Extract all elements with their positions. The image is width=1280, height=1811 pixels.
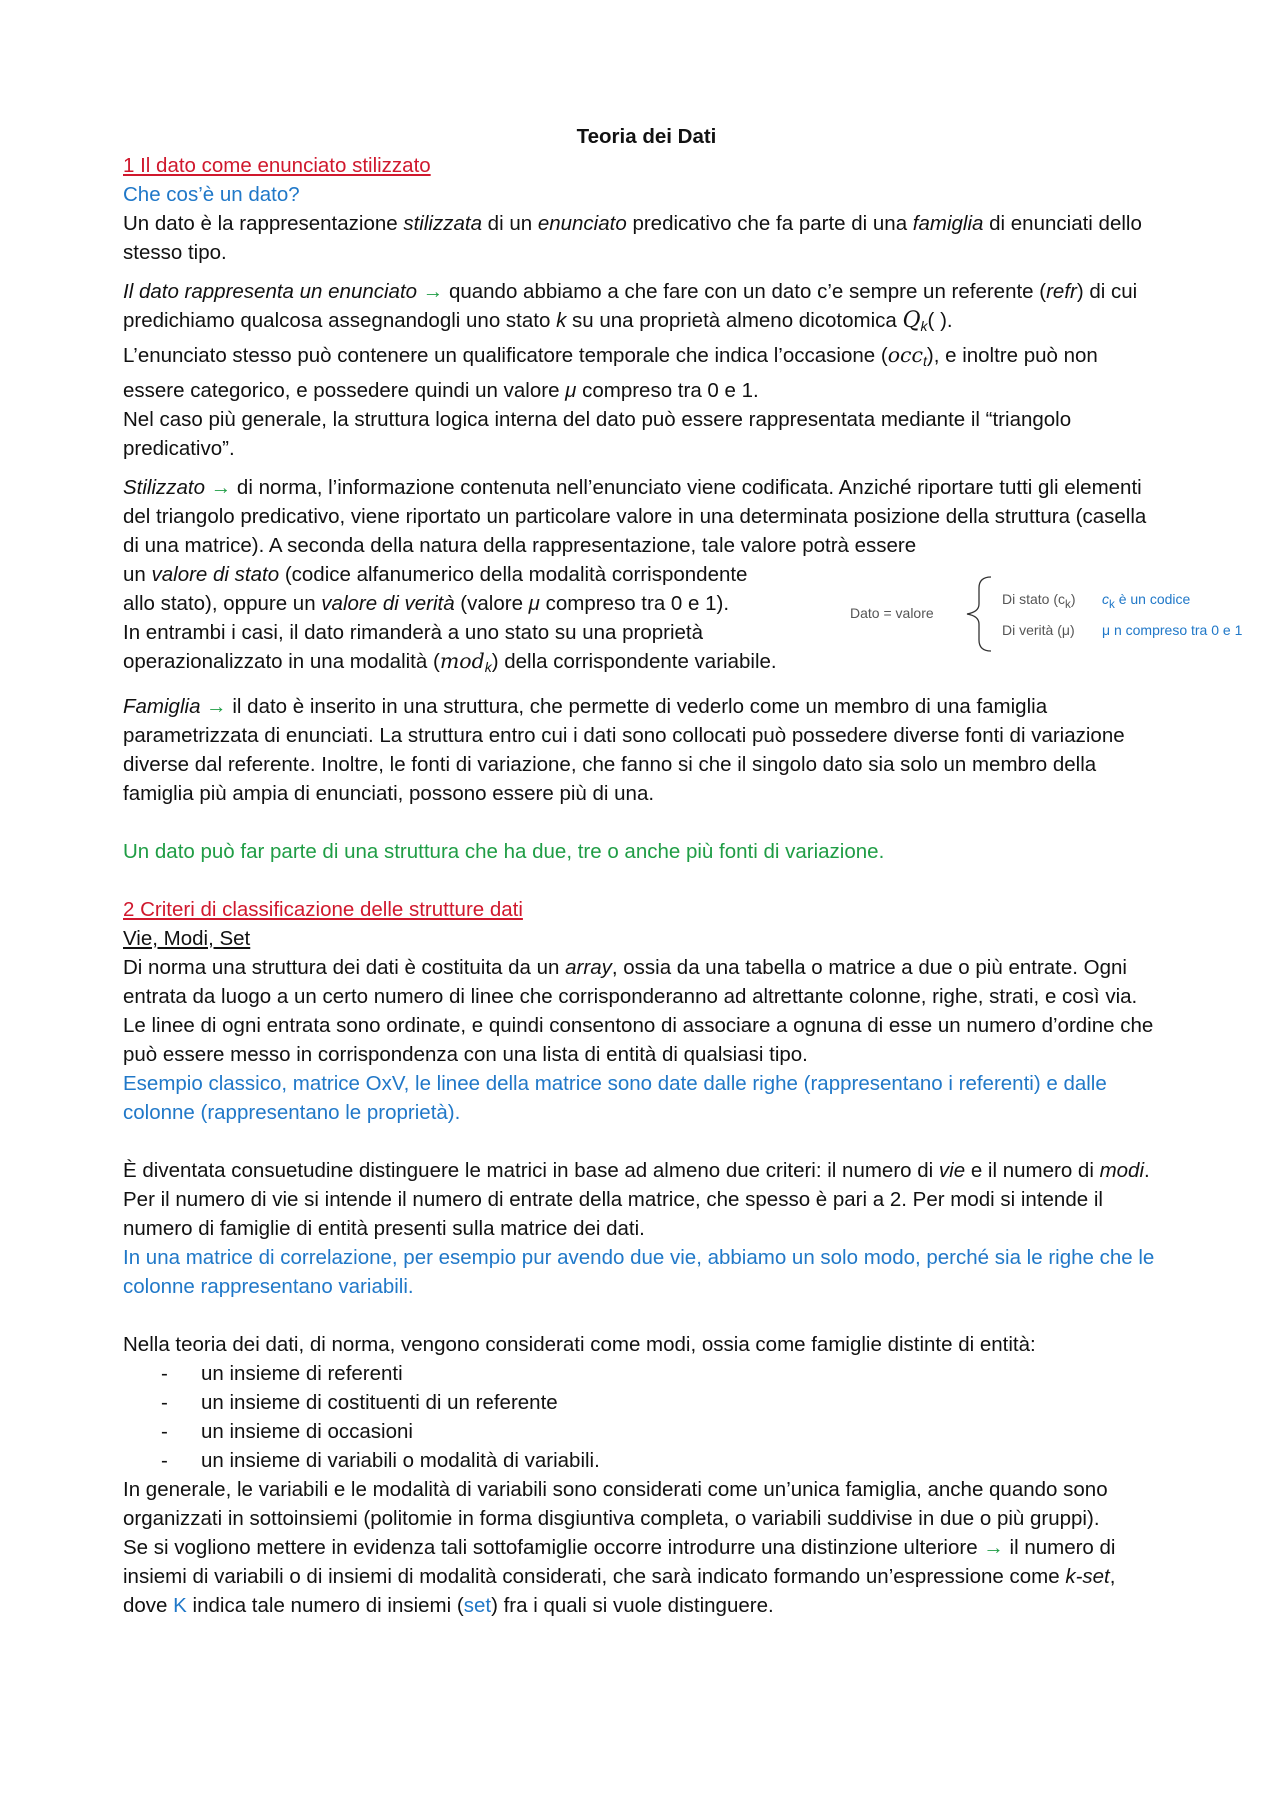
list-item: - un insieme di referenti xyxy=(161,1359,1162,1388)
section2-heading: 2 Criteri di classificazione delle strutture dati xyxy=(123,898,523,921)
stilizzato-line-3: allo stato), oppure un valore di verità (valore μ compreso tra 0 e 1). xyxy=(123,592,730,615)
brace-icon xyxy=(955,574,995,654)
famiglia-paragraph: Famiglia → il dato è inserito in una struttura, che permette di vederlo come un membro di una famiglia parametrizzata di enunciati. La struttura entro cui i dati sono collocati può possedere diverse fonti di variazione diverse dal referente. Inoltre, le fonti di variazione, che fanno si che il singolo dato sia solo un membro della famiglia più ampia di enunciati, possono essere più di una. xyxy=(123,695,1125,805)
diagram-note-codice: $c_k$ è un codice xyxy=(1102,591,1191,611)
arrow-icon: → xyxy=(206,695,227,718)
list-item: - un insieme di costituenti di un referente xyxy=(161,1388,1162,1417)
diagram-row-verita: Di verità (μ) xyxy=(1002,622,1075,638)
stilizzato-paragraph: Stilizzato → di norma, l’informazione contenuta nell’enunciato viene codificata. Anziché riportare tutti gli elementi del triangolo predicativo, viene riportato un particolare valore in una determinata posizione della struttura (casella di una matrice). A seconda della natura della rappresentazione, tale valore potrà essere xyxy=(123,476,1147,557)
array-paragraph: Di norma una struttura dei dati è costituita da un array, ossia da una tabella o matrice a due o più entrate. Ogni entrata da luogo a un certo numero di linee che corrisponderanno ad altrettante colonne, righe, strati, e così via. Le linee di ogni entrata sono ordinate, e quindi consentono di associare a ognuna di esse un numero d’ordine che può essere messo in corrispondenza con una lista di entità di qualsiasi tipo. xyxy=(123,956,1154,1066)
modi-intro: Nella teoria dei dati, di norma, vengono considerati come modi, ossia come famiglie distinte di entità: xyxy=(123,1333,1036,1356)
section1-question: Che cos’è un dato? xyxy=(123,183,300,206)
document-title: Teoria dei Dati xyxy=(576,125,717,148)
occasione-paragraph: L’enunciato stesso può contenere un qualificatore temporale che indica l’occasione (occ$_t$), e inoltre può non essere categorico, e possedere quindi un valore μ compreso tra 0 e 1. xyxy=(123,343,1098,402)
kset-paragraph: Se si vogliono mettere in evidenza tali sottofamiglie occorre introdurre una distinzione ulteriore → il numero di insiemi di variabili o di insiemi di modalità considerati, che sarà indicato formando un’espressione come k-set, dove K indica tale numero di insiemi (set) fra i quali si vuole distinguere. xyxy=(123,1536,1116,1617)
correlazione-example: In una matrice di correlazione, per esempio pur avendo due vie, abbiamo un solo modo, perché sia le righe che le colonne rappresentano variabili. xyxy=(123,1246,1155,1298)
section1-heading: 1 Il dato come enunciato stilizzato xyxy=(123,154,431,177)
list-item: - un insieme di occasioni xyxy=(161,1417,1162,1446)
triangolo-paragraph: Nel caso più generale, la struttura logica interna del dato può essere rappresentata mediante il “triangolo predicativo”. xyxy=(123,408,1072,460)
diagram-row-stato: Di stato $(c_k)$ xyxy=(1002,591,1076,611)
vie-modi-paragraph: È diventata consuetudine distinguere le matrici in base ad almeno due criteri: il numero di vie e il numero di modi. Per il numero di vie si intende il numero di entrate della matrice, che spesso è pari a 2. Per modi si intende il numero di famiglie di entità presenti sulla matrice dei dati. xyxy=(123,1159,1150,1240)
enunciato-paragraph: Il dato rappresenta un enunciato → quando abbiamo a che fare con un dato c’e sempre un referente (refr) di cui predichiamo qualcosa assegnandogli uno stato k su una proprietà almeno dicotomica $Q_k$( ). xyxy=(123,280,1138,334)
arrow-icon: → xyxy=(210,476,232,499)
list-item: - un insieme di variabili o modalità di variabili. xyxy=(161,1446,1162,1475)
arrow-icon: → xyxy=(422,280,444,303)
dato-valore-diagram xyxy=(850,574,1270,654)
green-note: Un dato può far parte di una struttura che ha due, tre o anche più fonti di variazione. xyxy=(123,840,885,863)
diagram-label: Dato = valore xyxy=(850,605,934,621)
stilizzato-line-5: operazionalizzato in una modalità (mod$_k$) della corrispondente variabile. xyxy=(123,649,777,675)
intro-paragraph: Un dato è la rappresentazione stilizzata di un enunciato predicativo che fa parte di una famiglia di enunciati dello stesso tipo. xyxy=(123,212,1142,264)
arrow-icon: → xyxy=(983,1536,1004,1559)
modi-list xyxy=(123,1359,1162,1475)
matrice-ovv-example: Esempio classico, matrice OxV, le linee della matrice sono date dalle righe (rappresentano i referenti) e dalle colonne (rappresentano le proprietà). xyxy=(123,1072,1107,1124)
stilizzato-line-4: In entrambi i casi, il dato rimanderà a uno stato su una proprietà xyxy=(123,621,704,644)
diagram-note-mu: μ n compreso tra 0 e 1 xyxy=(1102,622,1243,638)
famiglia-unica-paragraph: In generale, le variabili e le modalità di variabili sono considerati come un’unica famiglia, anche quando sono organizzati in sottoinsiemi (politomie in forma disgiuntiva completa, o variabili suddivise in due o più gruppi). xyxy=(123,1478,1108,1530)
stilizzato-line-2: un valore di stato (codice alfanumerico della modalità corrispondente xyxy=(123,563,748,586)
section2-subheading: Vie, Modi, Set xyxy=(123,927,251,950)
